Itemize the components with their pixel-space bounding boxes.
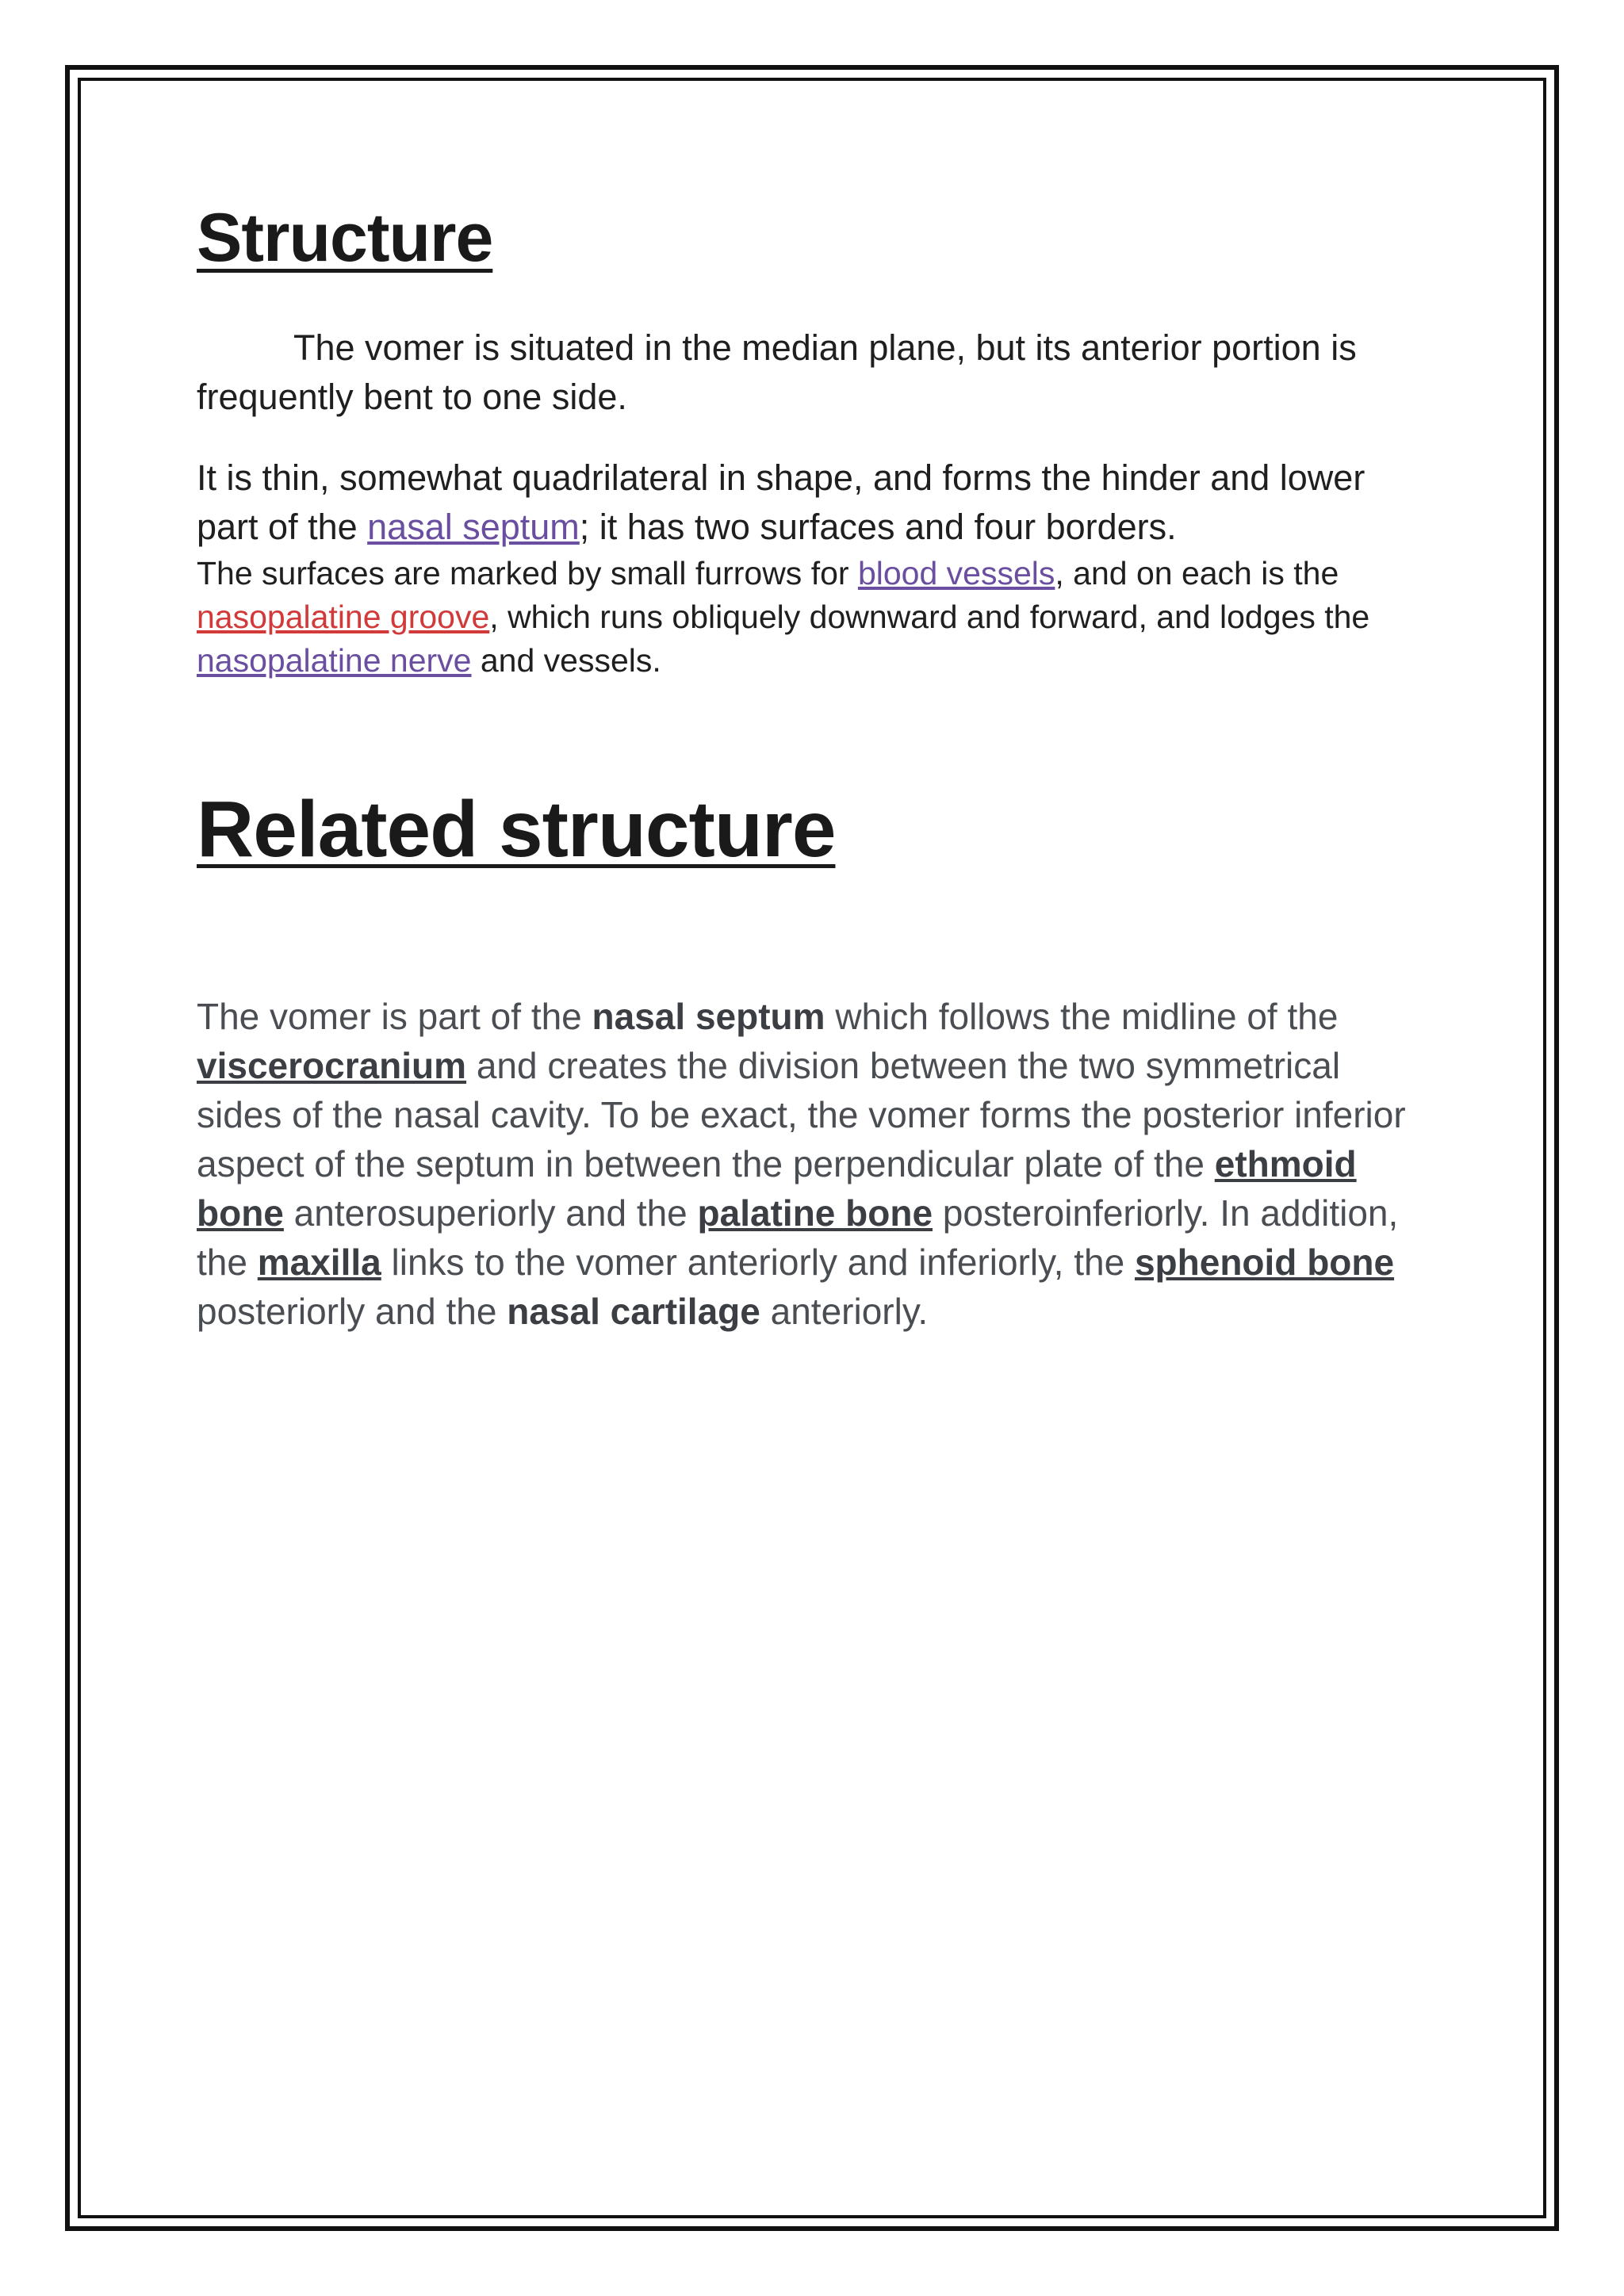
term-nasal-septum: nasal septum xyxy=(592,996,825,1037)
link-sphenoid-bone[interactable]: sphenoid bone xyxy=(1134,1242,1395,1283)
link-ethmoid-bone[interactable]: ethmoid bone xyxy=(197,1143,1357,1234)
paragraph-vomer-surfaces: The surfaces are marked by small furrows for blood vessels, and on each is the nasopalatine groove, which runs obliquely downward and forward, and lodges the nasopalatine nerve and vessels. xyxy=(197,555,1370,679)
paragraph-vomer-position: The vomer is situated in the median plane, but its anterior portion is frequently bent to one side. xyxy=(197,327,1357,417)
link-palatine-bone[interactable]: palatine bone xyxy=(697,1192,933,1234)
heading-related-structure: Related structure xyxy=(197,785,836,874)
heading-structure: Structure xyxy=(197,200,493,276)
link-nasopalatine-groove[interactable]: nasopalatine groove xyxy=(197,599,490,635)
paragraph-vomer-shape: It is thin, somewhat quadrilateral in shape, and forms the hinder and lower part of the nasal septum; it has two surfaces and four borders. xyxy=(197,457,1365,547)
link-nasopalatine-nerve[interactable]: nasopalatine nerve xyxy=(197,642,472,679)
document-content xyxy=(197,190,1434,1336)
paragraph-related-structure: The vomer is part of the nasal septum which follows the midline of the viscerocranium and creates the division between the two symmetrical sides of the nasal cavity. To be exact, the vomer forms the posterior inferior aspect of the septum in between the perpendicular plate of the ethmoid bone anterosuperiorly and the palatine bone posteroinferiorly. In addition, the maxilla links to the vomer anteriorly and inferiorly, the sphenoid bone posteriorly and the nasal cartilage anteriorly. xyxy=(197,996,1406,1332)
link-nasal-septum[interactable]: nasal septum xyxy=(367,507,580,547)
term-nasal-cartilage: nasal cartilage xyxy=(507,1291,760,1332)
link-viscerocranium[interactable]: viscerocranium xyxy=(197,1045,467,1086)
link-blood-vessels[interactable]: blood vessels xyxy=(857,555,1055,591)
link-maxilla[interactable]: maxilla xyxy=(257,1242,381,1283)
